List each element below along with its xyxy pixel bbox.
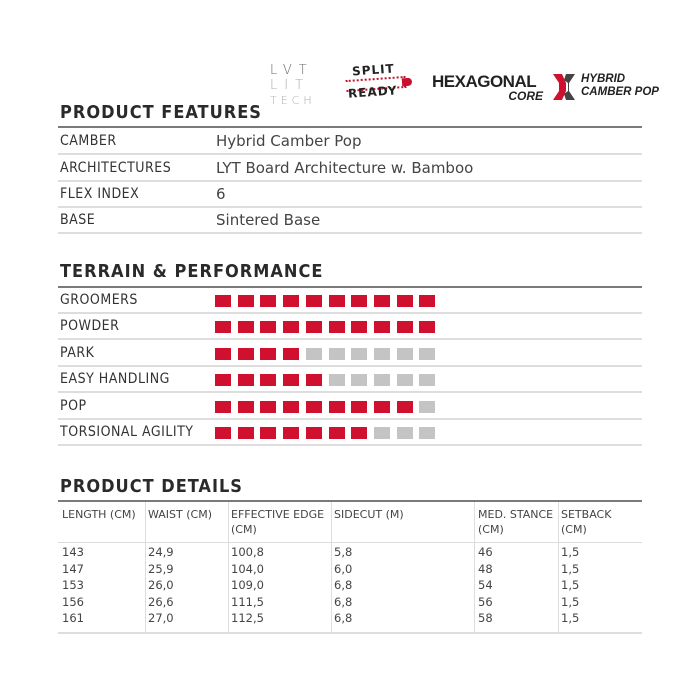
table-cell: 143 xyxy=(62,545,84,559)
split-ready-logo-line2: READY xyxy=(347,83,398,101)
rating-square-filled xyxy=(329,321,345,333)
hybrid-camber-pop-logo-line2: CAMBER POP xyxy=(581,86,659,98)
table-cell: 112,5 xyxy=(231,611,264,625)
hybrid-camber-pop-logo-line1: HYBRID xyxy=(581,73,626,85)
rating-square-filled xyxy=(238,348,254,360)
rating-square-filled xyxy=(260,295,276,307)
split-ready-logo xyxy=(342,63,417,109)
hybrid-camber-pop-logo xyxy=(553,73,698,105)
table-header-line1: MED. STANCE xyxy=(478,508,554,521)
zipper-pull-icon xyxy=(402,78,413,87)
terrain-performance-heading: TERRAIN & PERFORMANCE xyxy=(60,261,324,282)
table-cell: 1,5 xyxy=(561,594,580,609)
terrain-label: TORSIONAL AGILITY xyxy=(60,424,194,440)
feature-value: Hybrid Camber Pop xyxy=(216,132,362,150)
table-cell: 6,8 xyxy=(334,594,353,609)
table-header xyxy=(231,507,324,537)
feature-value: 6 xyxy=(216,185,226,203)
rating-square-filled xyxy=(238,427,254,439)
table-header xyxy=(148,507,212,522)
table-cell: 156 xyxy=(62,594,84,609)
table-cell: 56 xyxy=(478,594,493,609)
rating-square-filled xyxy=(283,427,299,439)
rating-square-empty xyxy=(419,348,435,360)
rating-square-empty xyxy=(374,374,390,386)
rating-square-filled xyxy=(238,295,254,307)
lyt-tech-logo xyxy=(270,63,330,109)
table-cell: 6,8 xyxy=(334,578,353,592)
rating-square-filled xyxy=(351,427,367,439)
feature-value: LYT Board Architecture w. Bamboo xyxy=(216,159,474,177)
lyt-tech-logo-line2: LIT xyxy=(270,78,311,93)
table-cell: 48 xyxy=(478,561,493,576)
table-cell: 6,8 xyxy=(334,611,353,625)
rating-square-filled xyxy=(419,321,435,333)
rating-square-filled xyxy=(260,374,276,386)
rating-square-empty xyxy=(329,348,345,360)
table-cell: 1,5 xyxy=(561,561,580,576)
rating-square-filled xyxy=(419,295,435,307)
terrain-label: GROOMERS xyxy=(60,292,138,308)
feature-label: BASE xyxy=(60,212,96,228)
rating-square-filled xyxy=(374,295,390,307)
hexagonal-core-logo xyxy=(432,72,547,108)
table-header-line2: (CM) xyxy=(561,523,587,536)
divider xyxy=(58,153,642,155)
rating-square-empty xyxy=(419,427,435,439)
feature-value: Sintered Base xyxy=(216,211,321,229)
rating-square-filled xyxy=(374,321,390,333)
rating-square-filled xyxy=(283,374,299,386)
divider xyxy=(58,338,642,340)
rating-square-filled xyxy=(374,401,390,413)
table-header-line1: SIDECUT (M) xyxy=(334,508,404,521)
column-divider xyxy=(474,502,475,634)
rating-square-filled xyxy=(283,401,299,413)
divider xyxy=(58,632,642,634)
terrain-label: EASY HANDLING xyxy=(60,371,170,388)
rating-square-filled xyxy=(283,295,299,307)
divider xyxy=(58,444,642,446)
table-header xyxy=(561,507,611,537)
terrain-label: POP xyxy=(60,397,87,414)
divider xyxy=(58,365,642,367)
table-cell: 109,0 xyxy=(231,578,264,592)
table-cell: 1,5 xyxy=(561,545,580,559)
rating-square-filled xyxy=(238,374,254,386)
rating-square-filled xyxy=(306,321,322,333)
feature-label: FLEX INDEX xyxy=(60,186,140,202)
table-cell: 5,8 xyxy=(334,545,353,559)
hexagonal-core-logo-line2: CORE xyxy=(508,89,543,103)
table-header-line2: (CM) xyxy=(478,523,504,536)
table-header-line1: WAIST (CM) xyxy=(148,508,212,521)
table-header xyxy=(334,507,404,522)
lyt-tech-logo-line1: LVT xyxy=(270,63,314,78)
column-divider xyxy=(228,502,229,634)
rating-square-empty xyxy=(419,401,435,413)
table-cell: 104,0 xyxy=(231,561,264,576)
table-cell: 111,5 xyxy=(231,594,264,609)
table-header xyxy=(478,507,553,537)
table-header-line2: (CM) xyxy=(231,523,257,536)
rating-square-filled xyxy=(306,401,322,413)
rating-square-filled xyxy=(215,374,231,386)
column-divider xyxy=(558,502,559,634)
rating-square-filled xyxy=(215,348,231,360)
table-header-line1: EFFECTIVE EDGE xyxy=(231,508,325,521)
table-cell: 54 xyxy=(478,578,493,592)
table-cell: 46 xyxy=(478,545,493,559)
rating-square-empty xyxy=(419,374,435,386)
divider xyxy=(58,391,642,393)
rating-square-filled xyxy=(238,321,254,333)
hexagonal-core-logo-line1: HEXAGONAL xyxy=(432,72,537,91)
table-cell: 58 xyxy=(478,611,493,625)
rating-square-empty xyxy=(397,348,413,360)
rating-square-filled xyxy=(397,401,413,413)
rating-square-filled xyxy=(351,321,367,333)
rating-square-filled xyxy=(329,295,345,307)
divider xyxy=(58,126,642,128)
rating-square-filled xyxy=(306,374,322,386)
rating-square-filled xyxy=(260,427,276,439)
rating-square-empty xyxy=(374,348,390,360)
table-cell: 153 xyxy=(62,578,84,592)
column-divider xyxy=(145,502,146,634)
divider xyxy=(58,286,642,288)
product-details-heading: PRODUCT DETAILS xyxy=(60,476,243,497)
table-cell: 26,0 xyxy=(148,578,174,592)
rating-square-empty xyxy=(397,374,413,386)
divider xyxy=(58,232,642,234)
rating-square-filled xyxy=(329,401,345,413)
table-cell: 1,5 xyxy=(561,611,580,625)
column-divider xyxy=(331,502,332,634)
feature-label: CAMBER xyxy=(60,133,117,149)
rating-square-empty xyxy=(329,374,345,386)
table-cell: 25,9 xyxy=(148,561,174,576)
rating-square-filled xyxy=(306,427,322,439)
lyt-tech-logo-line3: TECH xyxy=(270,94,316,107)
rating-square-empty xyxy=(306,348,322,360)
table-cell: 6,0 xyxy=(334,561,353,576)
table-cell: 24,9 xyxy=(148,545,174,559)
terrain-label: POWDER xyxy=(60,318,120,335)
table-cell: 161 xyxy=(62,611,84,625)
camber-profile-icon xyxy=(553,74,575,100)
divider xyxy=(58,418,642,420)
rating-square-filled xyxy=(283,321,299,333)
rating-square-empty xyxy=(351,348,367,360)
rating-square-empty xyxy=(397,427,413,439)
divider xyxy=(58,312,642,314)
divider xyxy=(58,180,642,182)
table-cell: 100,8 xyxy=(231,545,264,559)
rating-square-filled xyxy=(397,295,413,307)
table-header xyxy=(62,507,136,522)
table-cell: 147 xyxy=(62,561,84,576)
rating-square-filled xyxy=(397,321,413,333)
rating-square-filled xyxy=(215,321,231,333)
rating-square-filled xyxy=(283,348,299,360)
table-cell: 26,6 xyxy=(148,594,174,609)
feature-label: ARCHITECTURES xyxy=(60,160,172,176)
terrain-label: PARK xyxy=(60,344,95,361)
rating-square-filled xyxy=(260,348,276,360)
rating-square-filled xyxy=(215,295,231,307)
rating-square-filled xyxy=(238,401,254,413)
rating-square-filled xyxy=(215,427,231,439)
rating-square-filled xyxy=(329,427,345,439)
table-header-line1: SETBACK xyxy=(561,508,612,521)
table-cell: 27,0 xyxy=(148,611,174,625)
rating-square-filled xyxy=(260,401,276,413)
rating-square-filled xyxy=(351,295,367,307)
rating-square-empty xyxy=(351,374,367,386)
divider xyxy=(58,542,642,543)
divider xyxy=(58,206,642,208)
rating-square-filled xyxy=(215,401,231,413)
product-features-heading: PRODUCT FEATURES xyxy=(60,102,262,123)
rating-square-filled xyxy=(351,401,367,413)
table-header-line1: LENGTH (CM) xyxy=(62,508,136,521)
rating-square-empty xyxy=(374,427,390,439)
split-ready-logo-line1: SPLIT xyxy=(351,61,396,79)
rating-square-filled xyxy=(260,321,276,333)
rating-square-filled xyxy=(306,295,322,307)
table-cell: 1,5 xyxy=(561,578,580,592)
